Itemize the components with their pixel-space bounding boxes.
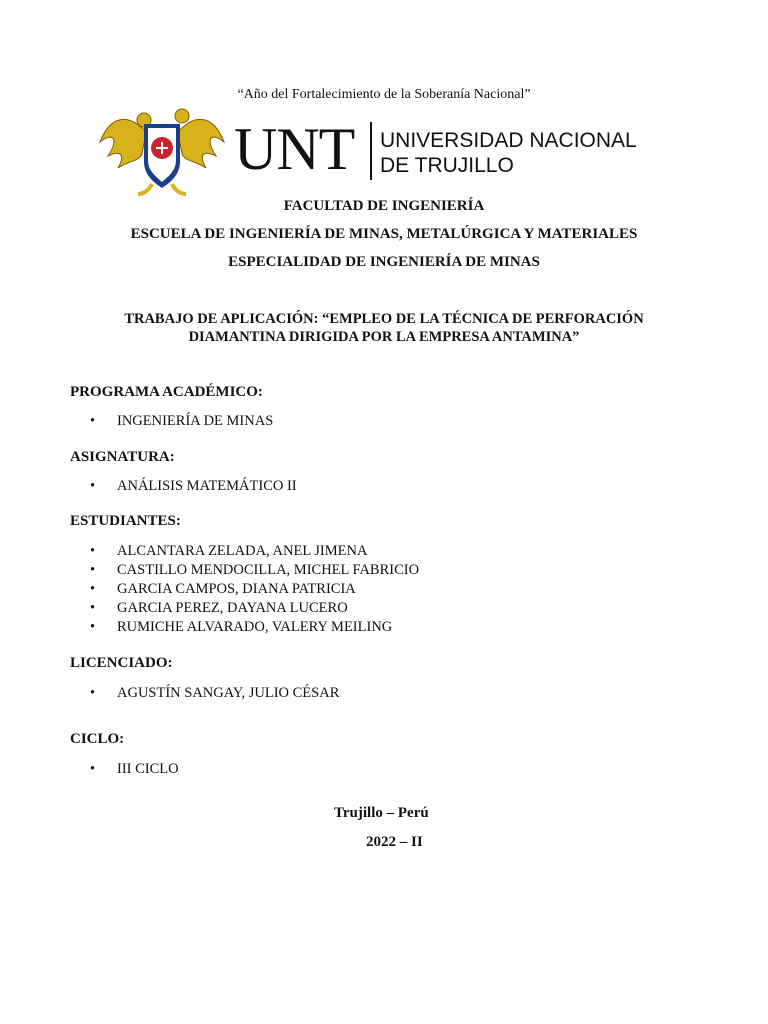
list-item: • GARCIA PEREZ, DAYANA LUCERO: [70, 599, 419, 618]
estudiantes-list: [70, 542, 419, 637]
asignatura-list: [70, 477, 297, 496]
logo-acronym: UNT: [234, 116, 355, 182]
university-name: [380, 128, 637, 178]
university-crest-icon: [98, 102, 226, 198]
university-name-line1: UNIVERSIDAD NACIONAL: [380, 129, 637, 152]
list-item: • III CICLO: [70, 760, 179, 779]
estudiantes-heading: ESTUDIANTES:: [70, 513, 181, 529]
work-title: [0, 310, 768, 346]
list-item: • CASTILLO MENDOCILLA, MICHEL FABRICIO: [70, 561, 419, 580]
list-item: • AGUSTÍN SANGAY, JULIO CÉSAR: [70, 684, 339, 703]
place: Trujillo – Perú: [334, 805, 429, 821]
ciclo-heading: CICLO:: [70, 731, 125, 747]
list-item: • ALCANTARA ZELADA, ANEL JIMENA: [70, 542, 419, 561]
programa-list: [70, 412, 273, 431]
academic-period: 2022 – II: [366, 834, 423, 850]
school-title: ESCUELA DE INGENIERÍA DE MINAS, METALÚRGICA Y MATERIALES: [130, 226, 638, 242]
licenciado-heading: LICENCIADO:: [70, 655, 173, 671]
motto: “Año del Fortalecimiento de la Soberanía Nacional”: [237, 87, 531, 102]
university-name-line2: DE TRUJILLO: [380, 154, 514, 177]
work-title-line1: TRABAJO DE APLICACIÓN: “EMPLEO DE LA TÉCNICA DE PERFORACIÓN: [124, 311, 644, 327]
asignatura-heading: ASIGNATURA:: [70, 449, 175, 465]
work-title-line2: DIAMANTINA DIRIGIDA POR LA EMPRESA ANTAMINA”: [188, 329, 580, 345]
list-item: • INGENIERÍA DE MINAS: [70, 412, 273, 431]
specialty-title: ESPECIALIDAD DE INGENIERÍA DE MINAS: [228, 254, 540, 270]
logo-divider: [370, 122, 372, 180]
faculty-title: FACULTAD DE INGENIERÍA: [283, 198, 485, 214]
programa-heading: PROGRAMA ACADÉMICO:: [70, 384, 263, 400]
list-item: • RUMICHE ALVARADO, VALERY MEILING: [70, 618, 419, 637]
list-item: • ANÁLISIS MATEMÁTICO II: [70, 477, 297, 496]
ciclo-list: [70, 760, 179, 779]
licenciado-list: [70, 684, 339, 703]
list-item: • GARCIA CAMPOS, DIANA PATRICIA: [70, 580, 419, 599]
